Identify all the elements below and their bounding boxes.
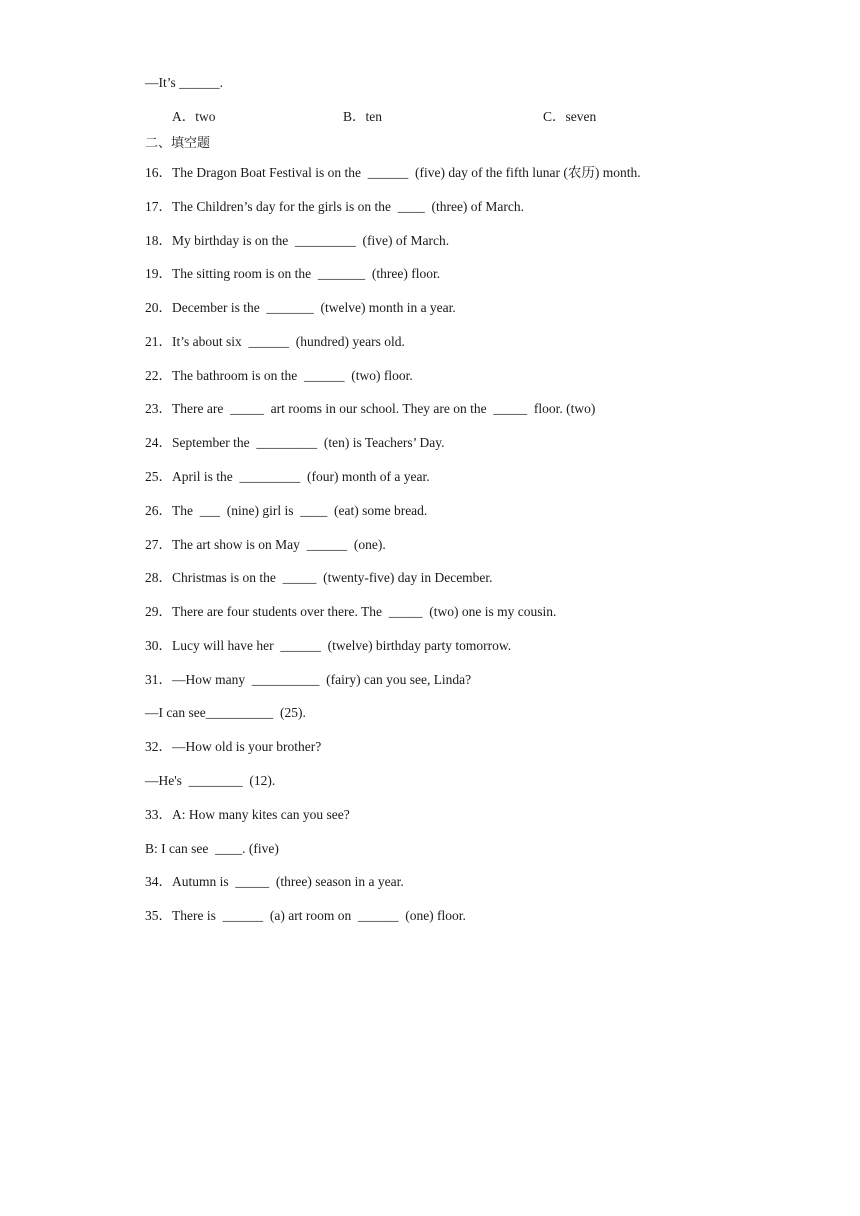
option-b: B．ten: [343, 109, 382, 124]
section-title: 二、填空题: [145, 136, 211, 151]
question-33: 33．A: How many kites can you see?: [145, 807, 350, 822]
question-31: 31．—How many __________ (fairy) can you see, Linda?: [145, 672, 472, 687]
question-20: 20．December is the _______ (twelve) month in a year.: [145, 300, 456, 315]
question-27: 27．The art show is on May ______ (one).: [145, 537, 386, 552]
option-a: A．two: [172, 109, 216, 124]
question-16: 16．The Dragon Boat Festival is on the ______ (five) day of the fifth lunar (农历) month.: [145, 165, 641, 180]
question-24: 24．September the _________ (ten) is Teachers’ Day.: [145, 435, 445, 450]
question-33-answer: B: I can see ____. (five): [145, 841, 279, 856]
question-25: 25．April is the _________ (four) month of a year.: [145, 469, 430, 484]
previous-answer-line: —It’s ______.: [145, 75, 224, 90]
question-32: 32．—How old is your brother?: [145, 739, 322, 754]
question-18: 18．My birthday is on the _________ (five) of March.: [145, 233, 450, 248]
question-17: 17．The Children’s day for the girls is on the ____ (three) of March.: [145, 199, 525, 214]
question-26: 26．The ___ (nine) girl is ____ (eat) some bread.: [145, 503, 428, 518]
option-c: C．seven: [543, 109, 597, 124]
question-32-answer: —He's ________ (12).: [145, 773, 276, 788]
question-19: 19．The sitting room is on the _______ (three) floor.: [145, 266, 441, 281]
question-23: 23．There are _____ art rooms in our school. They are on the _____ floor. (two): [145, 401, 596, 416]
question-31-answer: —I can see__________ (25).: [145, 705, 306, 720]
question-30: 30．Lucy will have her ______ (twelve) birthday party tomorrow.: [145, 638, 512, 653]
question-22: 22．The bathroom is on the ______ (two) floor.: [145, 368, 413, 383]
question-35: 35．There is ______ (a) art room on ______ (one) floor.: [145, 908, 466, 923]
question-21: 21．It’s about six ______ (hundred) years old.: [145, 334, 405, 349]
question-29: 29．There are four students over there. The _____ (two) one is my cousin.: [145, 604, 557, 619]
question-34: 34．Autumn is _____ (three) season in a year.: [145, 874, 404, 889]
question-28: 28．Christmas is on the _____ (twenty-five) day in December.: [145, 570, 493, 585]
